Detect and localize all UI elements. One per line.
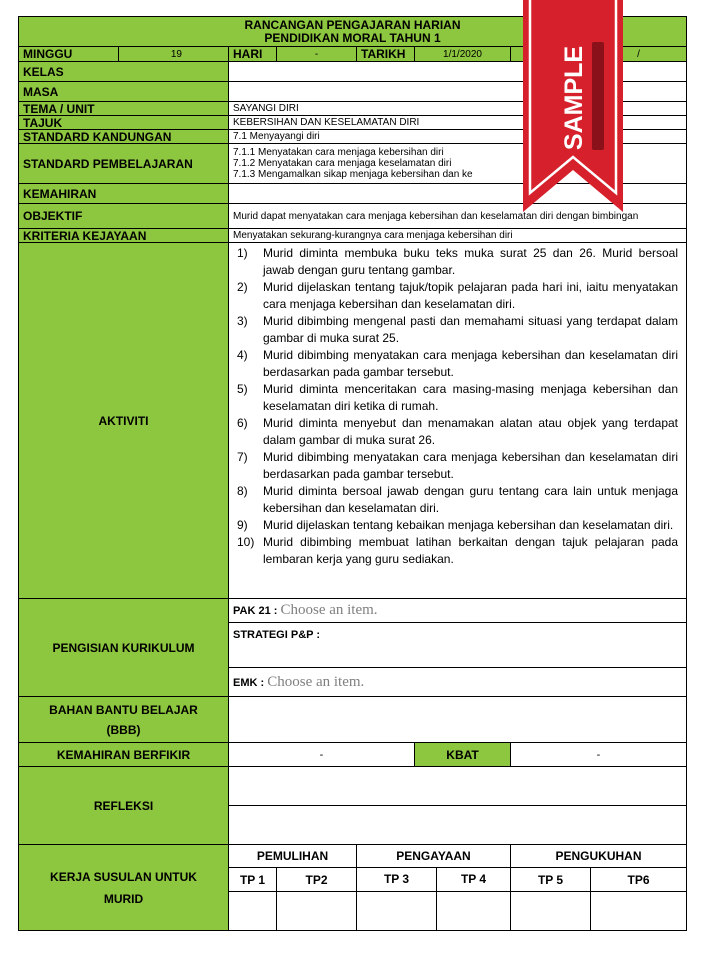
group-pengukuhan: PENGUKUHAN bbox=[511, 845, 687, 868]
group-pengayaan: PENGAYAAN bbox=[357, 845, 511, 868]
sp-line: 7.1.3 Mengamalkan sikap menjaga kebersihan dan ke bbox=[233, 169, 473, 180]
refleksi-label: REFLEKSI bbox=[19, 767, 229, 845]
aktiviti-item bbox=[237, 483, 678, 517]
aktiviti-item bbox=[237, 347, 678, 381]
hari-label: HARI bbox=[229, 47, 277, 62]
tajuk-value: KEBERSIHAN DAN KESELAMATAN DIRI bbox=[229, 116, 687, 130]
refleksi-value-2 bbox=[229, 806, 687, 845]
aktiviti-item-text: Murid dibimbing membuat latihan berkaitan dengan tajuk pelajaran pada lembaran kerja yang guru sediakan. bbox=[263, 535, 679, 566]
tp3-cell bbox=[357, 892, 437, 930]
tp2-header: TP2 bbox=[277, 868, 357, 892]
aktiviti-item-text: Murid diminta menceritakan cara masing-masing menjaga kebersihan dan keselamatan diri ketika di rumah. bbox=[263, 382, 679, 413]
bbb-value bbox=[229, 697, 687, 743]
tp4-header: TP 4 bbox=[460, 872, 487, 886]
minggu-value: 19 bbox=[119, 47, 229, 62]
tema-label: TEMA / UNIT bbox=[19, 102, 229, 116]
group-pemulihan: PEMULIHAN bbox=[229, 845, 357, 868]
aktiviti-item-text: Murid dibimbing menyatakan cara menjaga kebersihan dan keselamatan diri berdasarkan pada gambar tersebut. bbox=[263, 450, 679, 481]
aktiviti-item bbox=[237, 534, 678, 568]
aktiviti-item-number: 9) bbox=[237, 518, 248, 532]
sp-line: 7.1.2 Menyatakan cara menjaga keselamatan diri bbox=[233, 158, 452, 169]
aktiviti-item-text: Murid diminta bersoal jawab dengan guru tentang cara lain untuk menjaga kebersihan dan keselamatan diri. bbox=[263, 484, 679, 515]
tarikh-extra-value: / bbox=[591, 47, 687, 62]
masa-label: MASA bbox=[19, 82, 229, 102]
objektif-label: OBJEKTIF bbox=[19, 204, 229, 229]
objektif-value: Murid dapat menyatakan cara menjaga kebersihan dan keselamatan diri dengan bimbingan bbox=[229, 204, 687, 229]
aktiviti-item bbox=[237, 313, 678, 347]
aktiviti-item-text: Murid diminta membuka buku teks muka surat 25 dan 26. Murid bersoal jawab dengan guru tentang gambar. bbox=[263, 246, 679, 277]
aktiviti-item-text: Murid dibimbing menyatakan cara menjaga kebersihan dan keselamatan diri berdasarkan pada gambar tersebut. bbox=[263, 348, 679, 379]
aktiviti-item-text: Murid dijelaskan tentang kebaikan menjaga kebersihan dan keselamatan diri. bbox=[263, 518, 674, 532]
kriteria-label: KRITERIA KEJAYAAN bbox=[19, 229, 229, 243]
tarikh-label: TARIKH bbox=[357, 47, 415, 62]
kerja-susulan-label-line: MURID bbox=[103, 891, 144, 906]
tarikh-value: 1/1/2020 bbox=[415, 47, 511, 62]
bbb-label-line: BAHAN BANTU BELAJAR bbox=[49, 702, 198, 717]
sample-stamp bbox=[523, 0, 623, 212]
aktiviti-item bbox=[237, 415, 678, 449]
pak21-row bbox=[229, 599, 687, 623]
aktiviti-item bbox=[237, 245, 678, 279]
tajuk-label: TAJUK bbox=[19, 116, 229, 130]
stamp-text: SAMPLE bbox=[560, 45, 588, 151]
standard-kandungan-value: 7.1 Menyayangi diri bbox=[229, 130, 687, 144]
document-title: RANCANGAN PENGAJARAN HARIAN bbox=[244, 17, 461, 32]
tp1-header: TP 1 bbox=[229, 868, 277, 892]
aktiviti-item-number: 3) bbox=[237, 314, 248, 328]
kemahiran-berfikir-value: - bbox=[229, 743, 415, 767]
minggu-label: MINGGU bbox=[19, 47, 119, 62]
standard-pembelajaran-label: STANDARD PEMBELAJARAN bbox=[19, 144, 229, 184]
aktiviti-item-number: 8) bbox=[237, 484, 248, 498]
emk-row bbox=[229, 668, 687, 697]
strategi-label: STRATEGI P&P : bbox=[233, 629, 320, 641]
bbb-label bbox=[19, 697, 229, 743]
tp6-cell bbox=[591, 892, 687, 931]
tp6-header: TP6 bbox=[591, 868, 687, 892]
tp5-cell bbox=[511, 892, 591, 931]
tp1-cell bbox=[229, 892, 277, 931]
aktiviti-item-text: Murid diminta menyebut dan menamakan alatan atau objek yang terdapat dalam gambar di muka surat 26. bbox=[263, 416, 679, 447]
kerja-susulan-label bbox=[19, 845, 229, 931]
kemahiran-label: KEMAHIRAN bbox=[19, 184, 229, 204]
strategi-row bbox=[229, 623, 687, 668]
pak21-label: PAK 21 : bbox=[233, 605, 278, 617]
tp5-header: TP 5 bbox=[511, 868, 591, 892]
pengisian-kurikulum-label: PENGISIAN KURIKULUM bbox=[19, 599, 229, 697]
kriteria-value: Menyatakan sekurang-kurangnya cara menjaga kebersihan diri bbox=[229, 229, 687, 243]
aktiviti-item-text: Murid dijelaskan tentang tajuk/topik pelajaran pada hari ini, iaitu menyatakan cara menjaga kebersihan dan keselamatan diri. bbox=[263, 280, 679, 311]
aktiviti-item-number: 10) bbox=[237, 535, 255, 549]
standard-kandungan-label: STANDARD KANDUNGAN bbox=[19, 130, 229, 144]
aktiviti-item bbox=[237, 279, 678, 313]
aktiviti-item-number: 1) bbox=[237, 246, 248, 260]
aktiviti-item-number: 7) bbox=[237, 450, 248, 464]
tp3-tp4-header bbox=[357, 868, 511, 892]
aktiviti-item-number: 4) bbox=[237, 348, 248, 362]
tp3-tp4-cell bbox=[357, 892, 511, 931]
tp4-cell bbox=[437, 892, 510, 930]
kerja-susulan-label-line: KERJA SUSULAN UNTUK bbox=[50, 869, 197, 884]
kemahiran-berfikir-label: KEMAHIRAN BERFIKIR bbox=[19, 743, 229, 767]
aktiviti-item bbox=[237, 449, 678, 483]
tp3-header: TP 3 bbox=[357, 868, 437, 891]
aktiviti-label: AKTIVITI bbox=[19, 243, 229, 599]
aktiviti-item-number: 6) bbox=[237, 416, 248, 430]
pak21-dropdown[interactable]: Choose an item. bbox=[280, 602, 378, 618]
aktiviti-item-number: 5) bbox=[237, 382, 248, 396]
aktiviti-item bbox=[237, 517, 678, 534]
emk-label: EMK : bbox=[233, 676, 265, 689]
sp-line: 7.1.1 Menyatakan cara menjaga kebersihan diri bbox=[233, 147, 444, 158]
bbb-label-line: (BBB) bbox=[106, 722, 141, 737]
document-subtitle: PENDIDIKAN MORAL TAHUN 1 bbox=[264, 30, 441, 45]
aktiviti-item-number: 2) bbox=[237, 280, 248, 294]
stamp-watermark-strip bbox=[592, 42, 604, 150]
aktiviti-item bbox=[237, 381, 678, 415]
emk-dropdown[interactable]: Choose an item. bbox=[267, 673, 365, 690]
hari-value: - bbox=[277, 47, 357, 62]
kbat-value: - bbox=[511, 743, 687, 767]
aktiviti-list bbox=[229, 243, 687, 599]
kelas-label: KELAS bbox=[19, 62, 229, 82]
kbat-label: KBAT bbox=[415, 743, 511, 767]
refleksi-value-1 bbox=[229, 767, 687, 806]
tp2-cell bbox=[277, 892, 357, 931]
tema-value: SAYANGI DIRI bbox=[229, 102, 687, 116]
aktiviti-item-text: Murid dibimbing mengenal pasti dan memahami situasi yang terdapat dalam gambar di muka surat 25. bbox=[263, 314, 679, 345]
